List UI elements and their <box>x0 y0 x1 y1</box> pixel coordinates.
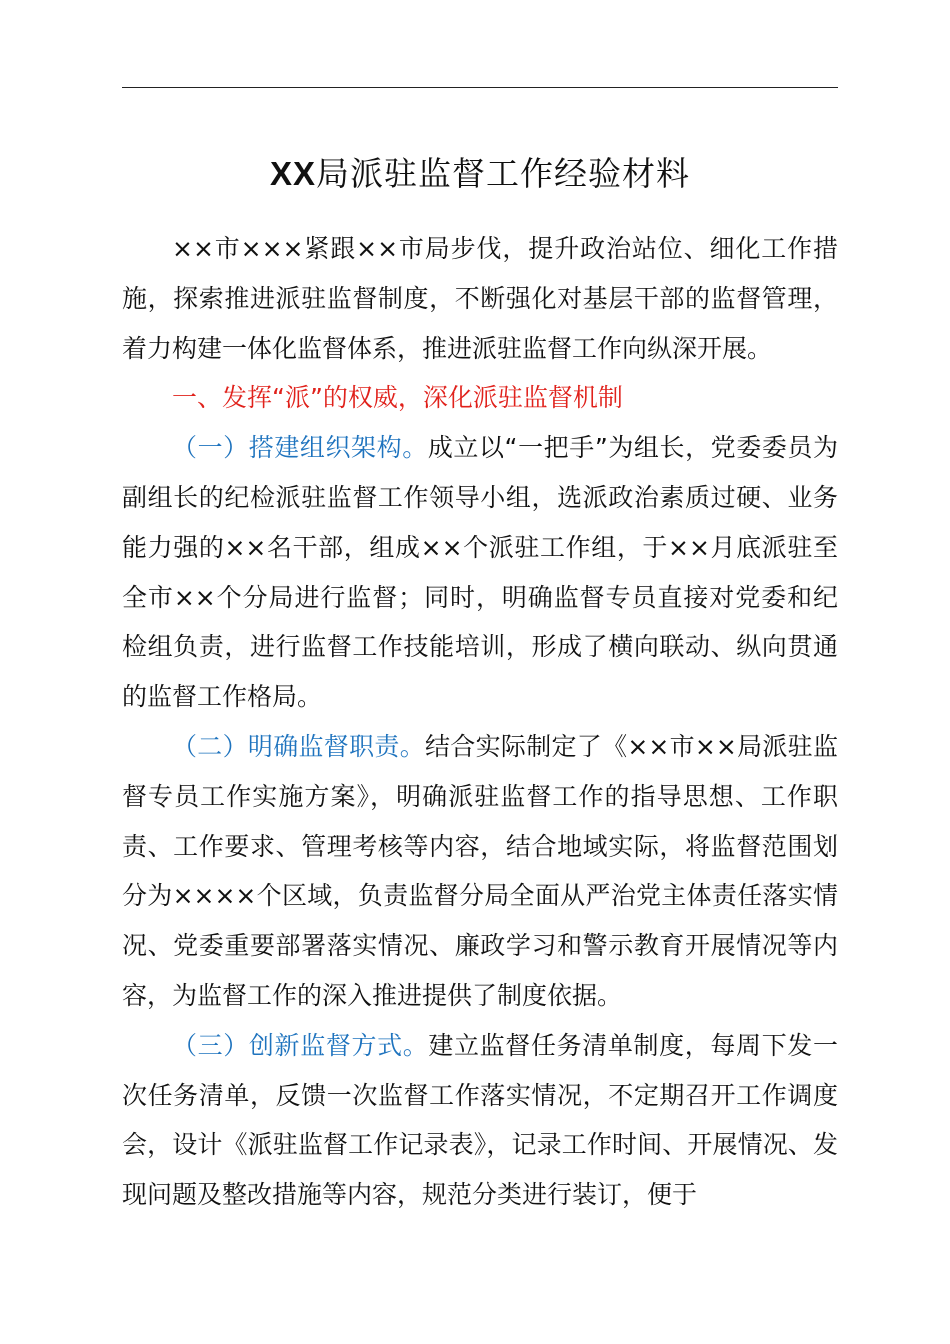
item-heading-1: （一）搭建组织架构。 <box>172 433 428 463</box>
section-heading: 一、发挥“派”的权威，深化派驻监督机制 <box>172 383 623 413</box>
item-paragraph-1 <box>122 423 838 722</box>
item-paragraph-3 <box>122 1021 838 1220</box>
item-body-2: 结合实际制定了《××市××局派驻监督专员工作实施方案》，明确派驻监督工作的指导思想、工作职责、工作要求、管理考核等内容，结合地域实际，将监督范围划分为××××个区域，负责监督分局全面从严治党主体责任落实情况、党委重要部署落实情况、廉政学习和警示教育开展情况等内容，为监督工作的深入推进提供了制度依据。 <box>122 731 838 1010</box>
header-rule <box>122 87 838 88</box>
document-body <box>122 224 838 1220</box>
item-heading-3: （三）创新监督方式。 <box>172 1030 429 1060</box>
item-body-1: 成立以“一把手”为组长，党委委员为副组长的纪检派驻监督工作领导小组，选派政治素质过硬、业务能力强的××名干部，组成××个派驻工作组，于××月底派驻至全市××个分局进行监督；同时，明确监督专员直接对党委和纪检组负责，进行监督工作技能培训，形成了横向联动、纵向贯通的监督工作格局。 <box>122 433 838 712</box>
title-text: 局派驻监督工作经验材料 <box>316 154 691 193</box>
intro-paragraph: ××市×××紧跟××市局步伐，提升政治站位、细化工作措施，探索推进派驻监督制度，不断强化对基层干部的监督管理，着力构建一体化监督体系，推进派驻监督工作向纵深开展。 <box>122 234 838 363</box>
title-prefix: XX <box>269 155 317 192</box>
item-heading-2: （二）明确监督职责。 <box>172 731 425 761</box>
document-title <box>122 148 838 200</box>
item-paragraph-2 <box>122 722 838 1021</box>
item-body-3: 建立监督任务清单制度，每周下发一次任务清单，反馈一次监督工作落实情况，不定期召开工作调度会，设计《派驻监督工作记录表》，记录工作时间、开展情况、发现问题及整改措施等内容，规范分类进行装订，便于 <box>122 1030 838 1210</box>
